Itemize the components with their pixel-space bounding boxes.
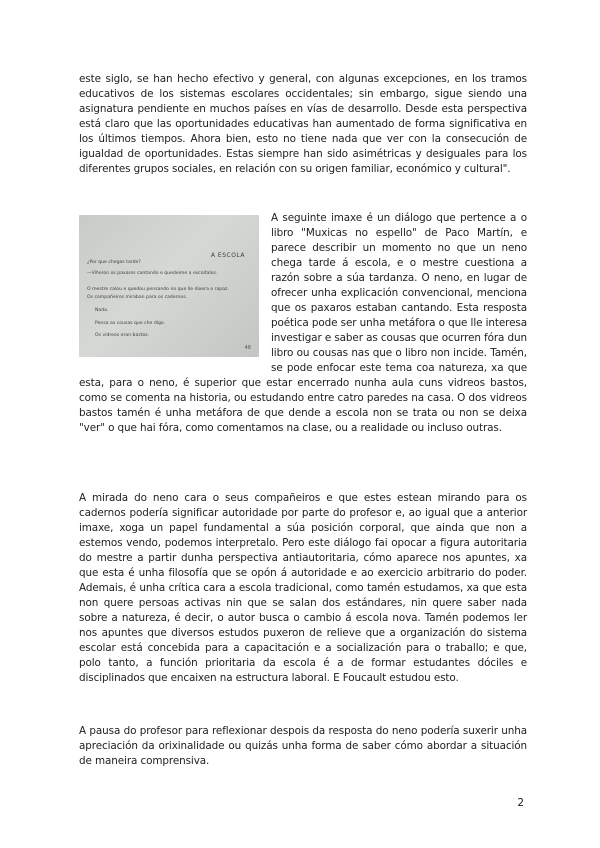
photo-title: A ESCOLA xyxy=(210,252,245,259)
image-text-block xyxy=(79,211,527,436)
paragraph-2: A seguinte imaxe é un diálogo que pertence a o libro "Muxicas no espello" de Paco Martín, e parece describir un momento no que un neno chega tarde á escola, e o mestre cuestiona a razón sobre a súa tardanza. O neno, en lugar de ofrecer unha explicación convencional, menciona que os paxaros estaban cantando. Esta resposta poética pode ser unha metáfora o que lle interesa investigar e saber as cousas que ocurren fóra dun libro ou cousas nas que o libro non incide. Tamén, se pode enfocar este tema coa natureza, xa que esta, para o neno, é superior que estar encerrado nunha aula cuns vidreos bastos, como se comenta na historia, ou estudando entre catro paredes na casa. O dos vidreos bastos tamén é unha metáfora de que dende a escola non se trata ou non se deixa "ver" o que hai fóra, como comentamos na clase, ou a realidade ou incluso outras. xyxy=(79,212,527,434)
photo-line: O mestre calou e quedou pensando no que lle dixera o rapaz. xyxy=(87,287,229,292)
page-number: 2 xyxy=(517,797,524,809)
photo-line: Pensa as cousas que che digo. xyxy=(95,321,166,326)
book-page-photo xyxy=(79,215,259,357)
photo-page-number: 48 xyxy=(244,345,251,351)
photo-line: Os compañeiros miraban para os cadernos. xyxy=(87,295,188,300)
photo-line: —Viñeron os paxaros cantando e quedeime a escoitalos. xyxy=(87,271,218,276)
photo-line: ¿Por que chegas tarde? xyxy=(87,260,141,265)
paragraph-4: A pausa do profesor para reflexionar despois da resposta do neno podería suxerir unha apreciación da orixinalidade ou quizás unha forma de saber cómo abordar a situación de maneira comprensiva. xyxy=(79,725,527,767)
paragraph-3: A mirada do neno cara o seus compañeiros e que estes estean mirando para os cadernos podería significar autoridade por parte do profesor e, ao igual que a anterior imaxe, xoga un papel fundamental a súa posición corporal, que ainda que non a estemos vendo, podemos interpretalo. Pero este diálogo fai opocar a figura autoritaria do mestre a partir dunha perspectiva antiautoritaria, cómo aparece nos apuntes, xa que esta é unha filosofía que se opón á autoridade e ao exercicio arbitrario do poder. Ademais, é unha crítica cara a escola tradicional, como tamén estudamos, xa que esta non quere persoas activas nin que se salan dos estándares, nin quere saber nada sobre a natureza, é decir, o autor busca o cambio á escola nova. Tamén podemos ler nos apuntes que diversos estudos puxeron de relieve que a organización do sistema escolar está concebida para a capacitación e a socialización para o traballo; e que, polo tanto, a función prioritaria da escola é a de formar estudantes dóciles e disciplinados que encaixen na estructura laboral. E Foucault estudou esto. xyxy=(79,492,527,684)
photo-line: Os vidreos eran bastos. xyxy=(95,333,150,338)
paragraph-1: este siglo, se han hecho efectivo y general, con algunas excepciones, en los tramos educativos de los sistemas escolares occidentales; sin embargo, sigue siendo una asignatura pendiente en muchos países en vías de desarrollo. Desde esta perspectiva está claro que las oportunidades educativas han aumentado de forma significativa en los últimos tiempos. Ahora bien, esto no tiene nada que ver con la consecución de igualdad de oportunidades. Estas siempre han sido asimétricas y desiguales para los diferentes grupos sociales, en relación con su origen familiar, económico y cultural". xyxy=(79,73,527,175)
photo-line: Nada. xyxy=(95,308,109,313)
